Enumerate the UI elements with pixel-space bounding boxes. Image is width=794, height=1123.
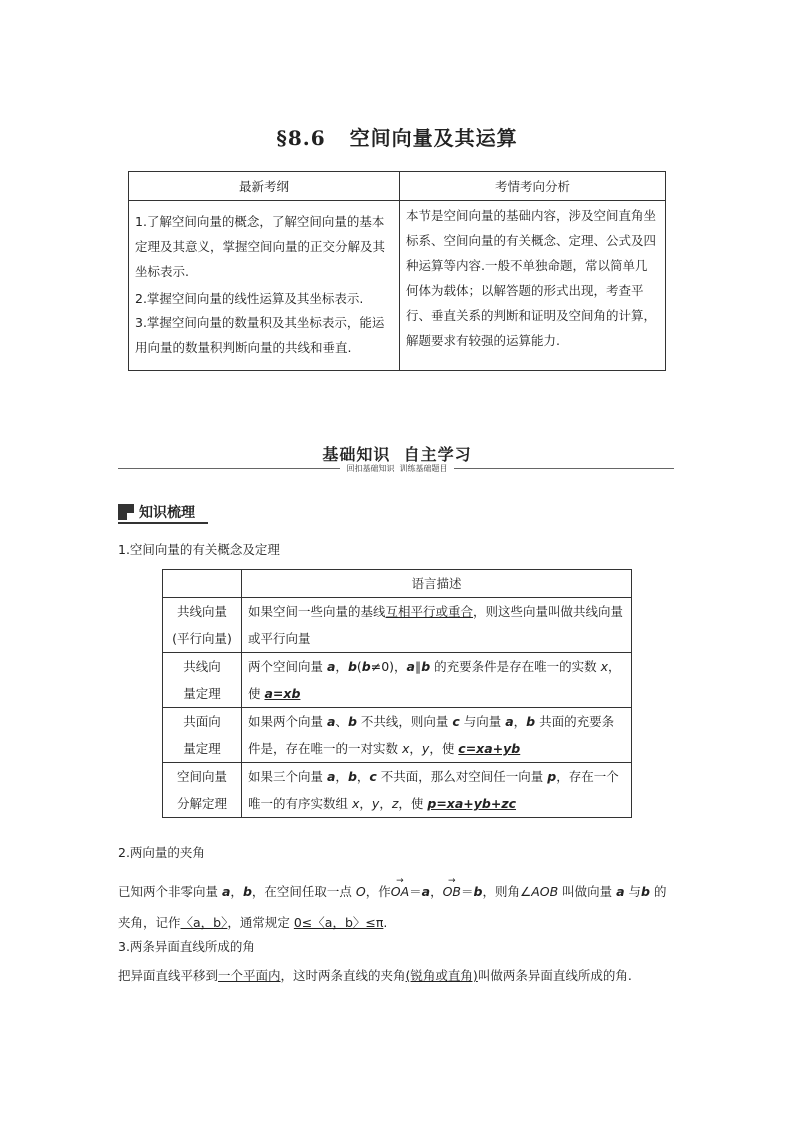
- vector-symbol: a: [616, 884, 625, 899]
- text: ，作: [365, 884, 391, 899]
- concept-name: [163, 708, 242, 763]
- vector-symbol: a: [505, 714, 514, 729]
- text: ，: [409, 741, 422, 756]
- vector-symbol: b: [526, 714, 536, 729]
- vector-symbol: b: [473, 884, 483, 899]
- answer-underline: p=xa+yb+zc: [427, 796, 517, 811]
- knowledge-heading-text: 知识梳理: [139, 505, 195, 521]
- exam-table: [128, 171, 666, 371]
- text: ，: [513, 714, 527, 729]
- vector-symbol: b: [361, 659, 371, 674]
- text: 的夹角，记作: [118, 884, 667, 930]
- text: 叫做向量: [558, 884, 617, 899]
- text: ，: [335, 659, 348, 674]
- text: ，: [335, 769, 348, 784]
- vector-symbol: b: [242, 884, 252, 899]
- concept-name-line: 量定理: [183, 686, 221, 701]
- text: 已知两个非零向量: [118, 884, 222, 899]
- answer-underline: c=xa+yb: [458, 741, 521, 756]
- text: 如果两个向量: [248, 714, 327, 729]
- angle-label: AOB: [531, 884, 559, 899]
- variable: y: [371, 796, 380, 811]
- text: ＝: [461, 884, 474, 899]
- vector-symbol: b: [347, 659, 357, 674]
- concept-name: [163, 763, 242, 818]
- concept-name-line: 量定理: [183, 741, 221, 756]
- concept-name-line: 分解定理: [176, 796, 227, 811]
- text: ，在空间任取一点: [251, 884, 356, 899]
- text: ，: [379, 796, 392, 811]
- text: ，使: [429, 741, 459, 756]
- section-subtitle-text: 回扣基础知识 训练基础题目: [340, 464, 453, 473]
- exam-requirement-item: 1.了解空间向量的概念，了解空间向量的基本定理及其意义，掌握空间向量的正交分解及其坐标表示.: [135, 214, 386, 279]
- text: ，则角∠: [482, 884, 532, 899]
- text: 不共面，那么对空间任一向量: [376, 769, 548, 784]
- variable: z: [391, 796, 399, 811]
- variable: x: [600, 659, 609, 674]
- text: ，使: [248, 659, 621, 701]
- answer-underline: a=xb: [264, 686, 301, 701]
- vector-symbol: p: [547, 769, 557, 784]
- concept-name-line: 共线向量: [176, 604, 227, 619]
- vector-symbol: a: [406, 659, 415, 674]
- text: 与向量: [459, 714, 506, 729]
- text: 、: [335, 714, 348, 729]
- exam-table-header-col2: 考情考向分析: [400, 172, 666, 201]
- answer-underline: (锐角或直角): [405, 968, 478, 983]
- text: ，这时两条直线的夹角: [280, 968, 406, 983]
- vector-symbol: a: [326, 714, 336, 729]
- text: 不共线，则向量: [356, 714, 453, 729]
- answer-underline: 一个平面内: [218, 968, 281, 983]
- knowledge-heading: [118, 502, 195, 522]
- vector-symbol: c: [369, 769, 377, 784]
- item2-title: 2.两向量的夹角: [118, 845, 205, 860]
- text: 两个空间向量: [248, 659, 327, 674]
- concept-name-line: 共面向: [183, 714, 221, 729]
- concept-name-line: 共线向: [183, 659, 221, 674]
- answer-underline: 互相平行或重合: [385, 604, 474, 619]
- text: 与: [624, 884, 642, 899]
- text: ≠0)，: [370, 659, 407, 674]
- text: ，: [356, 769, 370, 784]
- vector-symbol: b: [641, 884, 650, 899]
- text: ＝: [409, 884, 422, 899]
- section-number: §8.6: [276, 126, 326, 150]
- exam-requirements-cell: [129, 201, 400, 371]
- text: ，: [430, 884, 443, 899]
- point-label: O: [355, 884, 366, 899]
- vector-symbol: b: [347, 769, 357, 784]
- concept-description: [242, 763, 632, 818]
- concept-description: [242, 598, 632, 653]
- text: 把异面直线平移到: [118, 968, 219, 983]
- vector-symbol: a: [326, 659, 336, 674]
- section-title: 空间向量及其运算: [349, 126, 518, 150]
- exam-analysis-cell: 本节是空间向量的基础内容，涉及空间直角坐标系、空间向量的有关概念、定理、公式及四种运算等内容.一般不单独命题，常以简单几何体为载体；以解答题的形式出现，考查平行、垂直关系的判断和证明及空间角的计算，解题要求有较强的运算能力.: [400, 201, 666, 371]
- answer-underline: 0≤〈a，b〉≤π: [293, 915, 384, 930]
- text: ∥: [414, 659, 422, 674]
- vector-symbol: b: [347, 714, 357, 729]
- exam-requirement-item: 2.掌握空间向量的线性运算及其坐标表示.: [135, 291, 364, 306]
- text: ，存在一个唯一的有序实数组: [248, 769, 619, 811]
- page-title: [0, 122, 794, 151]
- text: .: [383, 915, 388, 930]
- square-bullet-icon: [118, 504, 134, 520]
- item3-title: 3.两条异面直线所成的角: [118, 939, 255, 954]
- text: 如果三个向量: [248, 769, 327, 784]
- text: ，则这些向量叫做共线向量或平行向量: [248, 604, 624, 646]
- concept-name-line: (平行向量): [172, 631, 232, 646]
- vector-symbol: a: [221, 884, 231, 899]
- vector-symbol: a: [421, 884, 431, 899]
- vector-symbol: c: [452, 714, 460, 729]
- vector-symbol: a: [326, 769, 336, 784]
- angle-paragraph: [118, 876, 678, 938]
- text: ，使: [398, 796, 428, 811]
- concept-description: [242, 653, 632, 708]
- section-heading: 基础知识 自主学习: [322, 445, 472, 464]
- concept-name: [163, 653, 242, 708]
- text: 如果空间一些向量的基线: [248, 604, 386, 619]
- vector-symbol: b: [421, 659, 431, 674]
- exam-requirement-item: 3.掌握空间向量的数量积及其坐标表示，能运用向量的数量积判断向量的共线和垂直.: [135, 315, 385, 355]
- concept-name: [163, 598, 242, 653]
- concept-table-header: 语言描述: [242, 570, 632, 598]
- concept-description: [242, 708, 632, 763]
- text: 叫做两条异面直线所成的角.: [477, 968, 632, 983]
- text: ，: [359, 796, 372, 811]
- text: 的充要条件是存在唯一的实数: [430, 659, 601, 674]
- knowledge-heading-underline: [118, 522, 208, 524]
- section-subtitle: [0, 463, 794, 474]
- vector-arrow-label: → OA: [391, 876, 409, 907]
- vector-arrow-label: → OB: [443, 876, 461, 907]
- item1-title: 1.空间向量的有关概念及定理: [118, 542, 280, 557]
- concept-table-corner: [163, 570, 242, 598]
- text: ，通常规定: [227, 915, 294, 930]
- answer-underline: 〈a，b〉: [180, 915, 228, 930]
- exam-table-header-col1: 最新考纲: [129, 172, 400, 201]
- skew-paragraph: [118, 966, 688, 986]
- concept-name-line: 空间向量: [176, 769, 227, 784]
- text: (: [356, 659, 362, 674]
- text: 共面的充要条件是，存在唯一的一对实数: [248, 714, 615, 756]
- variable: y: [421, 741, 430, 756]
- text: ，: [230, 884, 243, 899]
- concept-table: [162, 569, 632, 818]
- variable: x: [401, 741, 410, 756]
- variable: x: [351, 796, 360, 811]
